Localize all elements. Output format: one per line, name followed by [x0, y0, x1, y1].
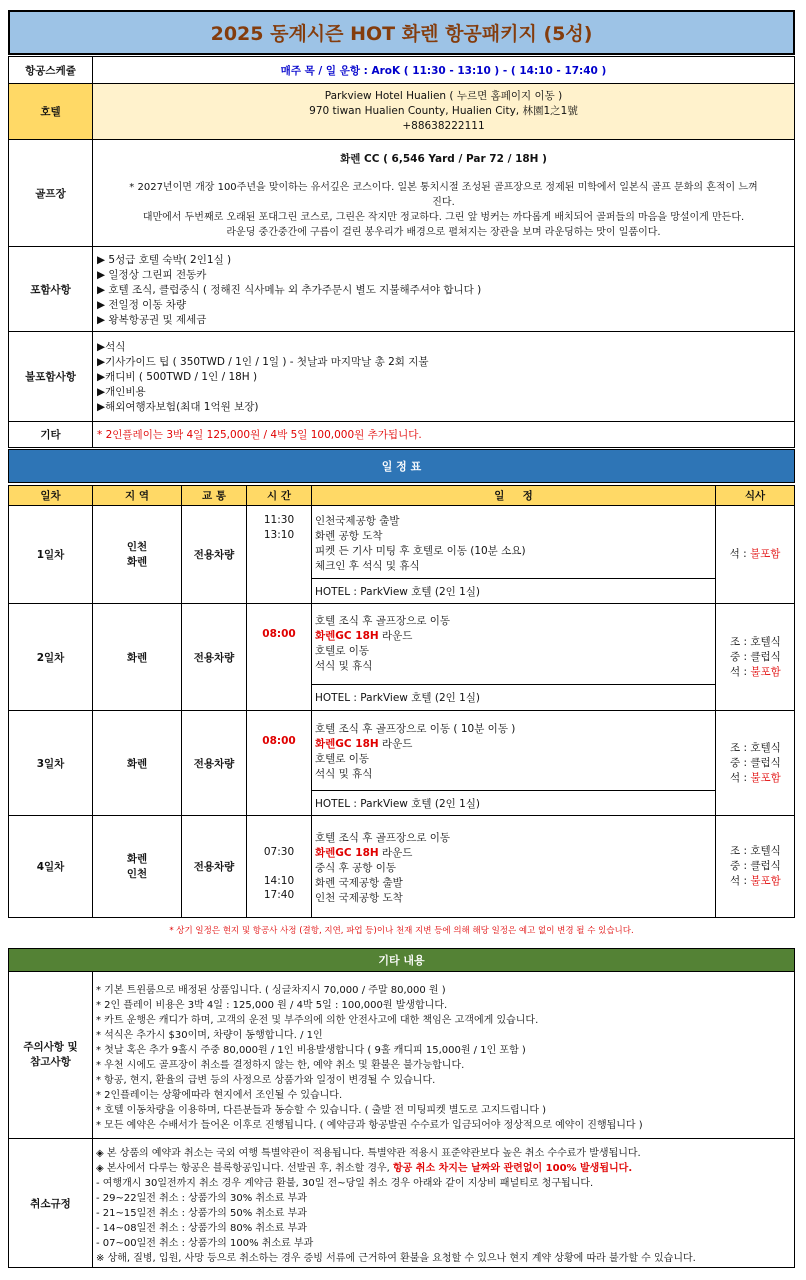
meal-prefix: 석 : — [730, 875, 751, 887]
col-header-day: 일차 — [8, 485, 93, 506]
schedule-item: 화렌 국제공항 출발 — [315, 877, 403, 889]
excluded-label: 불포함사항 — [8, 331, 93, 422]
golf-round-suffix: 라운드 — [378, 847, 413, 859]
excluded-cell — [92, 331, 795, 422]
cancel-item: ◈ 본 상품의 예약과 취소는 국외 여행 특별약관이 적용됩니다. 특별약관 적용시 표준약관보다 높은 취소 수수료가 발생됩니다. — [96, 1148, 641, 1159]
region-name: 화렌 — [126, 852, 148, 865]
day-3-region: 화렌 — [92, 710, 182, 816]
etc-cell — [92, 421, 795, 448]
day-2-region: 화렌 — [92, 603, 182, 711]
golf-description — [93, 180, 794, 240]
meal-value: 불포함 — [749, 548, 781, 560]
notice-label-line: 주의사항 및 — [23, 1041, 78, 1053]
region-name: 인천 — [126, 540, 148, 553]
time-value: 17:40 — [263, 889, 295, 901]
notice-cell — [92, 971, 795, 1139]
meal-prefix: 석 : — [730, 771, 751, 784]
schedule-item: 호텔로 이동 — [315, 753, 370, 765]
schedule-item: 석식 및 휴식 — [315, 660, 373, 672]
schedule-item: 중식 후 공항 이동 — [315, 862, 397, 874]
meal-prefix: 조 : — [730, 741, 751, 754]
notice-item: * 호텔 이동차량을 이용하며, 다른분들과 동승할 수 있습니다. ( 출발 전 미팅피켓 별도로 고지드립니다 ) — [96, 1105, 547, 1116]
meal-value: 호텔식 — [750, 845, 781, 857]
day-1-transport: 전용차량 — [181, 505, 247, 604]
etc-value: * 2인플레이는 3박 4일 125,000원 / 4박 5일 100,000원 추가됩니다. — [97, 429, 422, 441]
schedule-item: 호텔 조식 후 골프장으로 이동 — [315, 615, 451, 627]
itinerary-band: 일 정 표 — [8, 449, 795, 483]
flight-cell — [92, 56, 795, 84]
meal-prefix: 석 : — [729, 548, 750, 560]
schedule-item: 인천국제공항 출발 — [315, 515, 400, 527]
excluded-item: ▶캐디비 ( 500TWD / 1인 / 18H ) — [97, 371, 258, 383]
meal-prefix: 조 : — [730, 845, 751, 857]
notice-label-line: 참고사항 — [30, 1056, 71, 1068]
excluded-item: ▶기사가이드 팁 ( 350TWD / 1인 / 1일 ) - 첫날과 마지막날 총 2회 지불 — [97, 356, 429, 368]
day-4-transport: 전용차량 — [181, 815, 247, 918]
day-1-time — [246, 505, 312, 604]
included-label: 포함사항 — [8, 246, 93, 332]
meal-value: 클럽식 — [750, 650, 781, 663]
schedule-item: 석식 및 휴식 — [315, 768, 373, 780]
col-header-meal: 식사 — [715, 485, 795, 506]
golf-round-name: 화렌GC 18H — [315, 630, 379, 642]
notice-label — [8, 971, 93, 1139]
included-item: ▶ 일정상 그린피 전동카 — [97, 269, 207, 281]
flight-label: 항공스케쥴 — [8, 56, 93, 84]
golf-round-name: 화렌GC 18H — [315, 738, 379, 750]
time-value: 08:00 — [262, 628, 296, 640]
hotel-phone: +88638222111 — [402, 120, 485, 132]
meal-prefix: 중 : — [730, 650, 751, 663]
cancel-cell — [92, 1138, 795, 1268]
included-item: ▶ 5성급 호텔 숙박( 2인1실 ) — [97, 254, 232, 266]
day-4-schedule — [311, 815, 716, 918]
etc-label: 기타 — [8, 421, 93, 448]
cancel-item: - 07~00일전 취소 : 상품가의 100% 취소료 부과 — [96, 1238, 314, 1249]
cancel-item: - 21~15일전 취소 : 상품가의 50% 취소료 부과 — [96, 1208, 307, 1219]
included-item: ▶ 왕복항공권 및 제세금 — [97, 314, 207, 326]
col-header-transport: 교 통 — [181, 485, 247, 506]
schedule-item: 호텔 조식 후 골프장으로 이동 ( 10분 이동 ) — [315, 723, 516, 735]
day-1-meals — [715, 505, 795, 604]
other-band: 기타 내용 — [8, 948, 795, 972]
schedule-item: 호텔로 이동 — [315, 645, 370, 657]
day-3-hotel: HOTEL : ParkView 호텔 (2인 1실) — [311, 790, 716, 816]
meal-prefix: 석 : — [730, 665, 751, 678]
golf-desc-line: * 2027년이면 개장 100주년을 맞이하는 유서깊은 코스이다. 일본 통치시절 조성된 골프장으로 정제된 미학에서 일본식 골프 문화의 흔적이 느껴 — [129, 182, 758, 193]
meal-prefix: 중 : — [730, 756, 751, 769]
day-4-meals — [715, 815, 795, 918]
golf-desc-line: 대만에서 두번째로 오래된 포대그린 코스로, 그린은 작지만 정교하다. 그린 앞 벙커는 까다롭게 배치되어 골퍼들의 마음을 망설이게 만든다. — [142, 212, 745, 223]
notice-item: * 2인플레이는 상황에따라 현지에서 조인될 수 있습니다. — [96, 1090, 343, 1101]
cancel-item: ◈ 본사에서 다루는 항공은 블록항공입니다. 선발권 후, 취소할 경우, — [96, 1163, 393, 1174]
schedule-item: 호텔 조식 후 골프장으로 이동 — [315, 832, 451, 844]
col-header-schedule: 일 정 — [311, 485, 716, 506]
day-2-time — [246, 603, 312, 711]
notice-item: * 우천 시에도 골프장이 취소를 결정하지 않는 한, 예약 취소 및 환불은 불가능합니다. — [96, 1060, 465, 1071]
meal-value: 불포함 — [750, 771, 781, 784]
excluded-item: ▶개인비용 — [97, 386, 146, 398]
meal-value: 불포함 — [750, 875, 781, 887]
day-2-transport: 전용차량 — [181, 603, 247, 711]
excluded-item: ▶석식 — [97, 341, 126, 353]
hotel-label: 호텔 — [8, 83, 93, 140]
golf-round-suffix: 라운드 — [378, 738, 413, 750]
cancel-item: ※ 상해, 질병, 입원, 사망 등으로 취소하는 경우 증빙 서류에 근거하여 환불을 요청할 수 있으나 현지 계약 상황에 따라 불가할 수 있습니다. — [96, 1253, 696, 1264]
day-2-meals — [715, 603, 795, 711]
day-4-time — [246, 815, 312, 918]
time-value: 07:30 — [263, 846, 295, 858]
day-3-meals — [715, 710, 795, 816]
day-3-time — [246, 710, 312, 816]
notice-item: * 석식은 추가시 $30이며, 차량이 동행합니다. / 1인 — [96, 1030, 323, 1041]
flight-schedule: 매주 목 / 일 운항 : AroK ( 11:30 - 13:10 ) - ( 14:10 - 17:40 ) — [280, 64, 607, 77]
meal-value: 호텔식 — [750, 741, 781, 754]
included-item: ▶ 전일정 이동 차량 — [97, 299, 187, 311]
region-name: 화렌 — [126, 555, 148, 568]
time-value: 08:00 — [262, 735, 296, 747]
time-value: 14:10 — [263, 875, 295, 887]
day-3-schedule — [311, 710, 716, 791]
golf-round-suffix: 라운드 — [378, 630, 413, 642]
notice-item: * 모든 예약은 수배서가 들어온 이후로 진행됩니다. ( 예약금과 항공발권 수수료가 입금되어야 정상적으로 예약이 진행됩니다 ) — [96, 1120, 643, 1131]
day-2-hotel: HOTEL : ParkView 호텔 (2인 1실) — [311, 684, 716, 711]
cancel-item: - 여행개시 30일전까지 취소 경우 계약금 환불, 30일 전~당일 취소 경우 아래와 같이 지상비 패널티로 청구됩니다. — [96, 1178, 594, 1189]
itinerary-disclaimer: * 상기 일정은 현지 및 항공사 사정 (결항, 지연, 파업 등)이나 천재 지변 등에 의해 해당 일정은 예고 없이 변경 될 수 있습니다. — [169, 926, 634, 936]
meal-value: 불포함 — [750, 665, 781, 678]
hotel-address: 970 tiwan Hualien County, Hualien City, 林園1之1號 — [309, 105, 578, 117]
cancel-warning: 항공 취소 차지는 날짜와 관련없이 100% 발생됩니다. — [393, 1163, 633, 1174]
meal-prefix: 중 : — [730, 860, 751, 872]
cancel-item: - 29~22일전 취소 : 상품가의 30% 취소료 부과 — [96, 1193, 307, 1204]
schedule-item: 피켓 든 기사 미팅 후 호텔로 이동 (10분 소요) — [315, 545, 526, 557]
notice-item: * 항공, 현지, 환율의 급변 등의 사정으로 상품가와 일정이 변경될 수 있습니다. — [96, 1075, 436, 1086]
page-title: 2025 동계시즌 HOT 화렌 항공패키지 (5성) — [8, 10, 795, 55]
schedule-item: 체크인 후 석식 및 휴식 — [315, 560, 420, 572]
schedule-item: 화렌 공항 도착 — [315, 530, 383, 542]
day-2-schedule — [311, 603, 716, 685]
schedule-item: 인천 국제공항 도착 — [315, 892, 403, 904]
time-value: 13:10 — [263, 529, 295, 541]
day-1-region — [92, 505, 182, 604]
notice-item: * 카트 운행은 캐디가 하며, 고객의 운전 및 부주의에 의한 안전사고에 대한 책임은 고객에게 있습니다. — [96, 1015, 539, 1026]
excluded-item: ▶해외여행자보험(최대 1억원 보장) — [97, 401, 259, 413]
time-value: 11:30 — [263, 514, 295, 526]
day-1-hotel: HOTEL : ParkView 호텔 (2인 1실) — [311, 578, 716, 604]
included-cell — [92, 246, 795, 332]
day-2-label: 2일차 — [8, 603, 93, 711]
meal-value: 클럽식 — [750, 860, 781, 872]
day-1-schedule — [311, 505, 716, 579]
notice-item: * 첫날 혹은 추가 9홀시 주중 80,000원 / 1인 비용발생합니다 ( 9홀 캐디피 15,000원 / 1인 포함 ) — [96, 1045, 526, 1056]
notice-item: * 2인 플레이 비용은 3박 4일 : 125,000 원 / 4박 5일 : 100,000원 발생합니다. — [96, 1000, 448, 1011]
day-1-label: 1일차 — [8, 505, 93, 604]
cancel-item: - 14~08일전 취소 : 상품가의 80% 취소료 부과 — [96, 1223, 307, 1234]
region-name: 인천 — [126, 867, 148, 880]
col-header-time: 시 간 — [246, 485, 312, 506]
day-4-region — [92, 815, 182, 918]
golf-course-name: 화렌 CC ( 6,546 Yard / Par 72 / 18H ) — [340, 153, 547, 165]
day-4-label: 4일차 — [8, 815, 93, 918]
golf-desc-line: 라운딩 중간중간에 구름이 걸린 봉우리가 배경으로 펼쳐지는 장관을 보며 라운딩하는 맛이 일품이다. — [226, 227, 661, 238]
day-3-transport: 전용차량 — [181, 710, 247, 816]
meal-value: 호텔식 — [750, 635, 781, 648]
included-item: ▶ 호텔 조식, 클럽중식 ( 정해진 식사메뉴 외 추가주문시 별도 지불해주셔야 합니다 ) — [97, 284, 482, 296]
hotel-cell — [92, 83, 795, 140]
meal-prefix: 조 : — [730, 635, 751, 648]
golf-label: 골프장 — [8, 139, 93, 247]
meal-value: 클럽식 — [750, 756, 781, 769]
day-3-label: 3일차 — [8, 710, 93, 816]
golf-cell — [92, 139, 795, 247]
notice-item: * 기본 트윈룸으로 배정된 상품입니다. ( 싱글차지시 70,000 / 주말 80,000 원 ) — [96, 985, 446, 996]
hotel-name-link[interactable]: Parkview Hotel Hualien ( 누르면 홈페이지 이동 ) — [324, 90, 563, 102]
cancel-label: 취소규정 — [8, 1138, 93, 1268]
golf-desc-line: 진다. — [432, 197, 455, 208]
col-header-region: 지 역 — [92, 485, 182, 506]
golf-round-name: 화렌GC 18H — [315, 847, 379, 859]
